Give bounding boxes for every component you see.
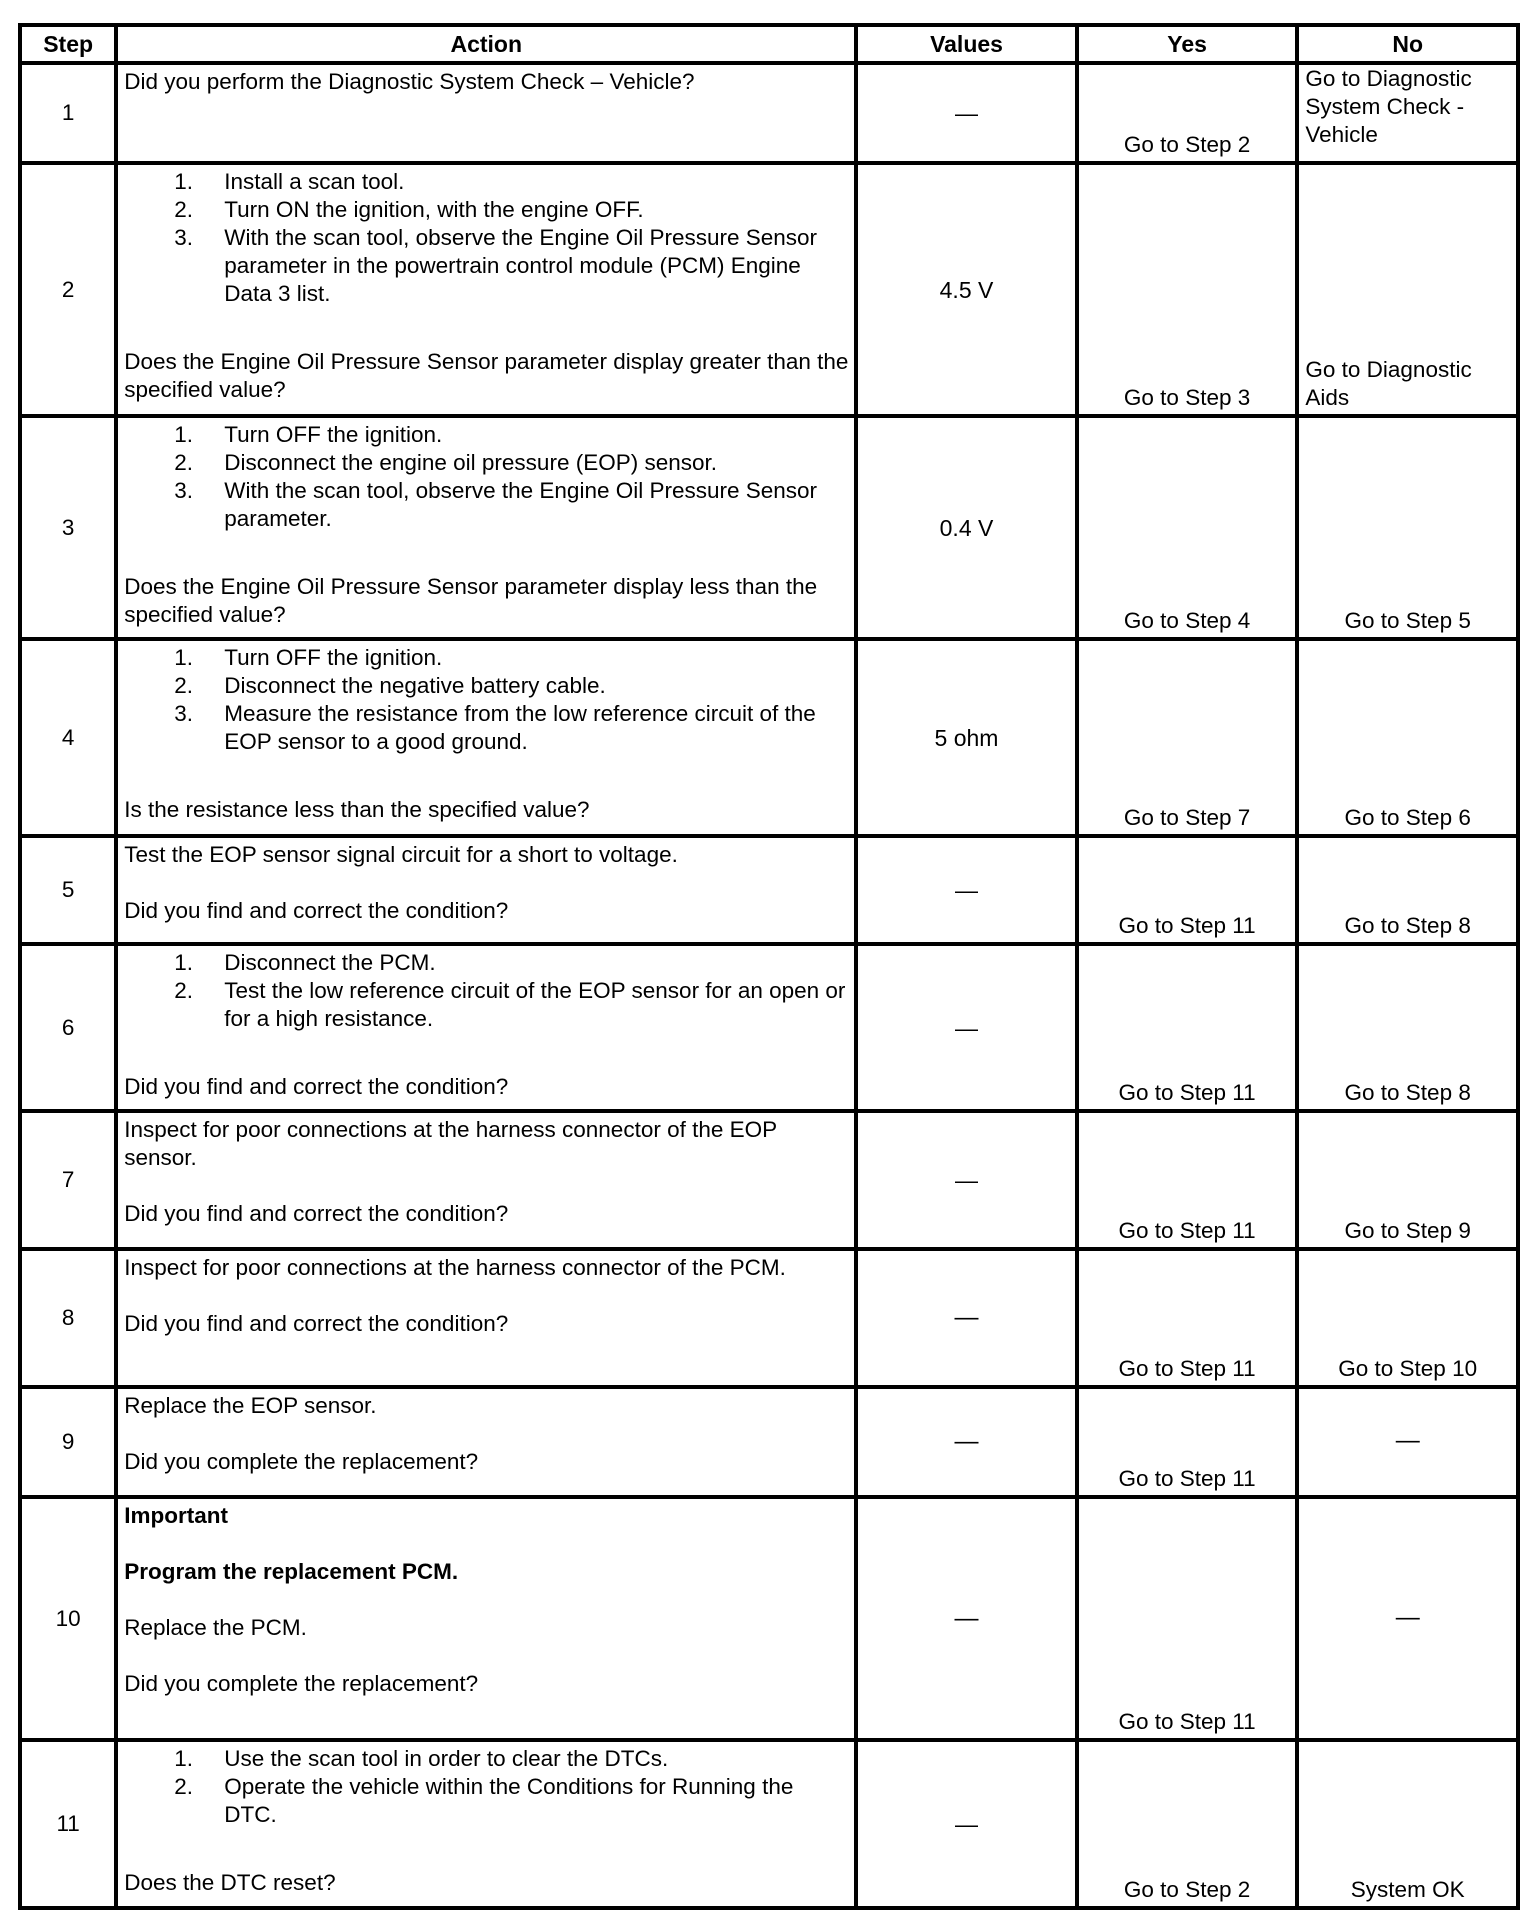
step-number: 4 [20, 639, 116, 836]
step-number: 5 [20, 836, 116, 944]
header-values: Values [856, 25, 1077, 63]
yes-cell: Go to Step 7 [1077, 639, 1298, 836]
yes-cell: Go to Step 11 [1077, 1497, 1298, 1740]
question-text: Did you find and correct the condition? [124, 1311, 509, 1336]
important-note: Program the replacement PCM. [124, 1559, 459, 1584]
step-number: 11 [20, 1740, 116, 1908]
step-number: 8 [20, 1249, 116, 1387]
list-item: 2. Turn ON the ignition, with the engine OFF. [174, 197, 644, 222]
no-cell: Go to Step 6 [1297, 639, 1518, 836]
value-cell: 0.4 V [856, 416, 1077, 639]
important-label: Important [124, 1503, 228, 1528]
value-cell: 4.5 V [856, 163, 1077, 416]
no-cell: — [1297, 1497, 1518, 1740]
question-text: Does the DTC reset? [124, 1870, 336, 1895]
question-text: Is the resistance less than the specified value? [124, 797, 590, 822]
step-number: 1 [20, 63, 116, 163]
yes-cell: Go to Step 2 [1077, 1740, 1298, 1908]
action-text: Did you perform the Diagnostic System Check – Vehicle? [124, 69, 695, 94]
step-number: 10 [20, 1497, 116, 1740]
action-text: Test the EOP sensor signal circuit for a short to voltage. [124, 842, 678, 867]
no-cell: Go to Diagnostic System Check - Vehicle [1297, 63, 1518, 163]
header-action: Action [116, 25, 856, 63]
list-item: 3. With the scan tool, observe the Engine Oil Pressure Sensor parameter in the powertrain control module (PCM) Engine Data 3 list. [174, 225, 818, 306]
instruction-list [124, 421, 850, 533]
action-text: Inspect for poor connections at the harness connector of the EOP sensor. [124, 1117, 777, 1170]
value-cell: — [856, 1497, 1077, 1740]
list-item: 1. Install a scan tool. [174, 169, 405, 194]
no-cell: Go to Step 10 [1297, 1249, 1518, 1387]
table-row [20, 1387, 1518, 1497]
value-cell: — [856, 836, 1077, 944]
no-cell: — [1297, 1387, 1518, 1497]
no-cell: Go to Step 5 [1297, 416, 1518, 639]
list-item: 2. Disconnect the engine oil pressure (EOP) sensor. [174, 450, 717, 475]
question-text: Did you complete the replacement? [124, 1671, 479, 1696]
no-cell: Go to Step 8 [1297, 836, 1518, 944]
list-item: 1. Disconnect the PCM. [174, 950, 436, 975]
list-item: 1. Use the scan tool in order to clear the DTCs. [174, 1746, 669, 1771]
value-cell: 5 ohm [856, 639, 1077, 836]
yes-cell: Go to Step 11 [1077, 1387, 1298, 1497]
step-number: 7 [20, 1111, 116, 1249]
action-text: Replace the EOP sensor. [124, 1393, 377, 1418]
list-item: 2. Disconnect the negative battery cable. [174, 673, 606, 698]
no-cell: Go to Step 9 [1297, 1111, 1518, 1249]
yes-cell: Go to Step 11 [1077, 1249, 1298, 1387]
yes-cell: Go to Step 2 [1077, 63, 1298, 163]
table-row [20, 163, 1518, 416]
value-cell: — [856, 1740, 1077, 1908]
value-cell: — [856, 63, 1077, 163]
table-row [20, 1111, 1518, 1249]
list-item: 2. Test the low reference circuit of the EOP sensor for an open or for a high resistance. [174, 978, 846, 1031]
value-cell: — [856, 1249, 1077, 1387]
action-cell [116, 63, 856, 163]
action-text: Inspect for poor connections at the harness connector of the PCM. [124, 1255, 786, 1280]
instruction-list [124, 949, 850, 1033]
question-text: Did you find and correct the condition? [124, 898, 509, 923]
action-cell [116, 1497, 856, 1740]
action-text: Replace the PCM. [124, 1615, 307, 1640]
header-no: No [1297, 25, 1518, 63]
list-item: 2. Operate the vehicle within the Conditions for Running the DTC. [174, 1774, 794, 1827]
yes-cell: Go to Step 4 [1077, 416, 1298, 639]
table-row [20, 944, 1518, 1111]
table-row [20, 63, 1518, 163]
action-cell [116, 1387, 856, 1497]
diagnostic-table [18, 23, 1520, 1910]
header-yes: Yes [1077, 25, 1298, 63]
table-row [20, 1497, 1518, 1740]
list-item: 1. Turn OFF the ignition. [174, 645, 443, 670]
action-cell [116, 836, 856, 944]
list-item: 1. Turn OFF the ignition. [174, 422, 443, 447]
value-cell: — [856, 944, 1077, 1111]
header-step: Step [20, 25, 116, 63]
no-cell: Go to Step 8 [1297, 944, 1518, 1111]
question-text: Did you find and correct the condition? [124, 1074, 509, 1099]
instruction-list [124, 644, 850, 756]
no-cell: System OK [1297, 1740, 1518, 1908]
step-number: 6 [20, 944, 116, 1111]
yes-cell: Go to Step 3 [1077, 163, 1298, 416]
action-cell [116, 1111, 856, 1249]
action-cell [116, 1249, 856, 1387]
action-cell [116, 944, 856, 1111]
step-number: 9 [20, 1387, 116, 1497]
action-cell [116, 1740, 856, 1908]
step-number: 2 [20, 163, 116, 416]
value-cell: — [856, 1387, 1077, 1497]
value-cell: — [856, 1111, 1077, 1249]
action-cell [116, 639, 856, 836]
yes-cell: Go to Step 11 [1077, 944, 1298, 1111]
question-text: Does the Engine Oil Pressure Sensor parameter display greater than the specified value? [124, 349, 849, 402]
question-text: Did you complete the replacement? [124, 1449, 479, 1474]
step-number: 3 [20, 416, 116, 639]
instruction-list [124, 168, 850, 308]
list-item: 3. With the scan tool, observe the Engine Oil Pressure Sensor parameter. [174, 478, 818, 531]
list-item: 3. Measure the resistance from the low reference circuit of the EOP sensor to a good ground. [174, 701, 816, 754]
table-row [20, 639, 1518, 836]
table-row [20, 1249, 1518, 1387]
table-row [20, 836, 1518, 944]
no-cell: Go to Diagnostic Aids [1297, 163, 1518, 416]
action-cell [116, 163, 856, 416]
table-row [20, 416, 1518, 639]
question-text: Did you find and correct the condition? [124, 1201, 509, 1226]
yes-cell: Go to Step 11 [1077, 836, 1298, 944]
yes-cell: Go to Step 11 [1077, 1111, 1298, 1249]
header-row [20, 25, 1518, 63]
table-row [20, 1740, 1518, 1908]
question-text: Does the Engine Oil Pressure Sensor parameter display less than the specified value? [124, 574, 818, 627]
action-cell [116, 416, 856, 639]
instruction-list [124, 1745, 850, 1829]
